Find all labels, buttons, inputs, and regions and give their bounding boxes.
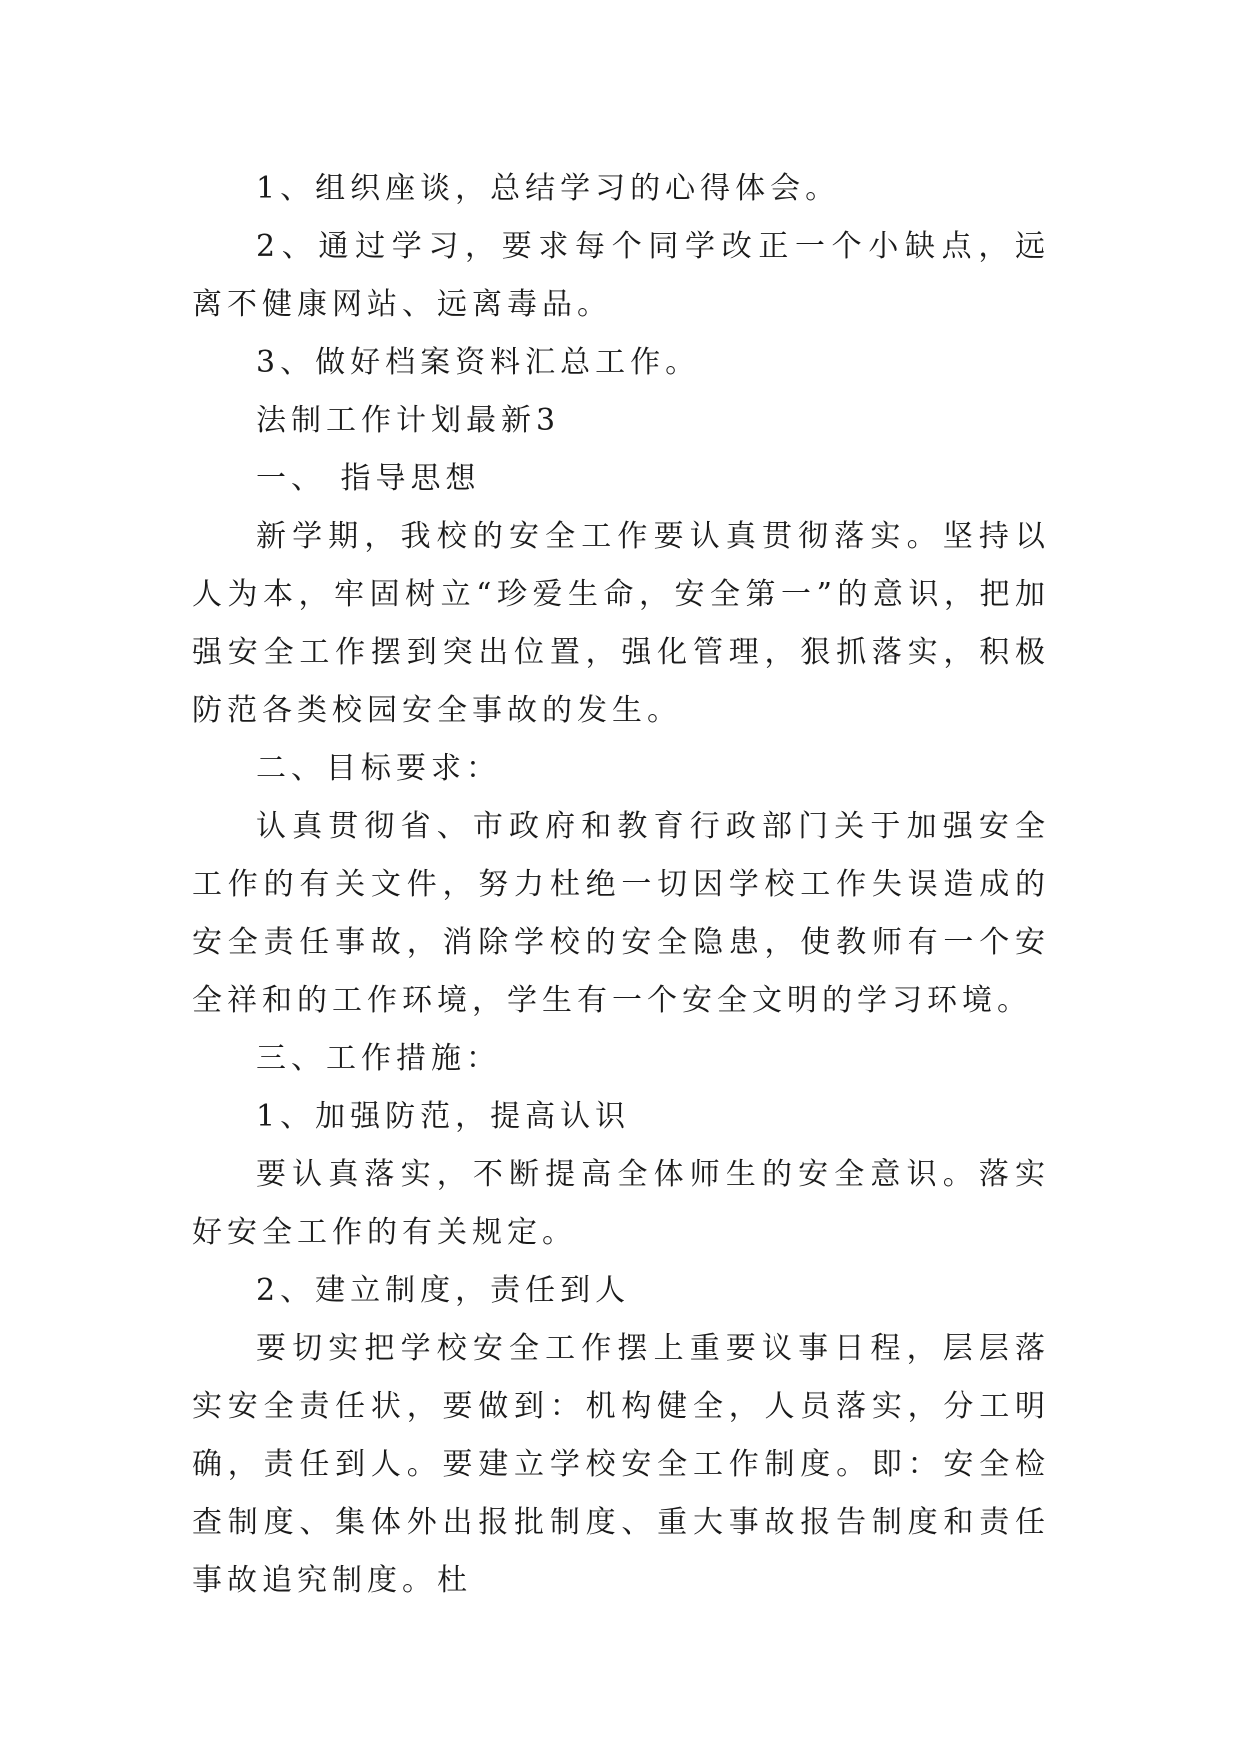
paragraph-prevention: 要认真落实，不断提高全体师生的安全意识。落实好安全工作的有关规定。 bbox=[192, 1157, 1050, 1250]
paragraph-guiding-ideology: 新学期，我校的安全工作要认真贯彻落实。坚持以人为本，牢固树立“珍爱生命，安全第一”的意识，把加强安全工作摆到突出位置，强化管理，狠抓落实，积极防范各类校园安全事故的发生。 bbox=[192, 519, 1050, 728]
list-item-3: 3、做好档案资料汇总工作。 bbox=[256, 345, 701, 380]
list-item-1: 1、组织座谈，总结学习的心得体会。 bbox=[256, 171, 841, 206]
list-item-2: 2、通过学习，要求每个同学改正一个小缺点，远离不健康网站、远离毒品。 bbox=[192, 229, 1050, 322]
paragraph-goals: 认真贯彻省、市政府和教育行政部门关于加强安全工作的有关文件，努力杜绝一切因学校工作失误造成的安全责任事故，消除学校的安全隐患，使教师有一个安全祥和的工作环境，学生有一个安全文明的学习环境。 bbox=[192, 809, 1050, 1018]
paragraph-responsibility: 要切实把学校安全工作摆上重要议事日程，层层落实安全责任状，要做到：机构健全，人员落实，分工明确，责任到人。要建立学校安全工作制度。即：安全检查制度、集体外出报批制度、重大事故报告制度和责任事故追究制度。杜 bbox=[192, 1331, 1050, 1598]
subheading-prevention: 1、加强防范，提高认识 bbox=[256, 1099, 631, 1134]
heading-goals: 二、目标要求： bbox=[256, 751, 501, 786]
section-title: 法制工作计划最新3 bbox=[256, 403, 561, 438]
subheading-responsibility: 2、建立制度，责任到人 bbox=[256, 1273, 631, 1308]
heading-guiding-ideology: 一、 指导思想 bbox=[256, 461, 481, 496]
document-body bbox=[192, 160, 1050, 1610]
heading-measures: 三、工作措施： bbox=[256, 1041, 501, 1076]
